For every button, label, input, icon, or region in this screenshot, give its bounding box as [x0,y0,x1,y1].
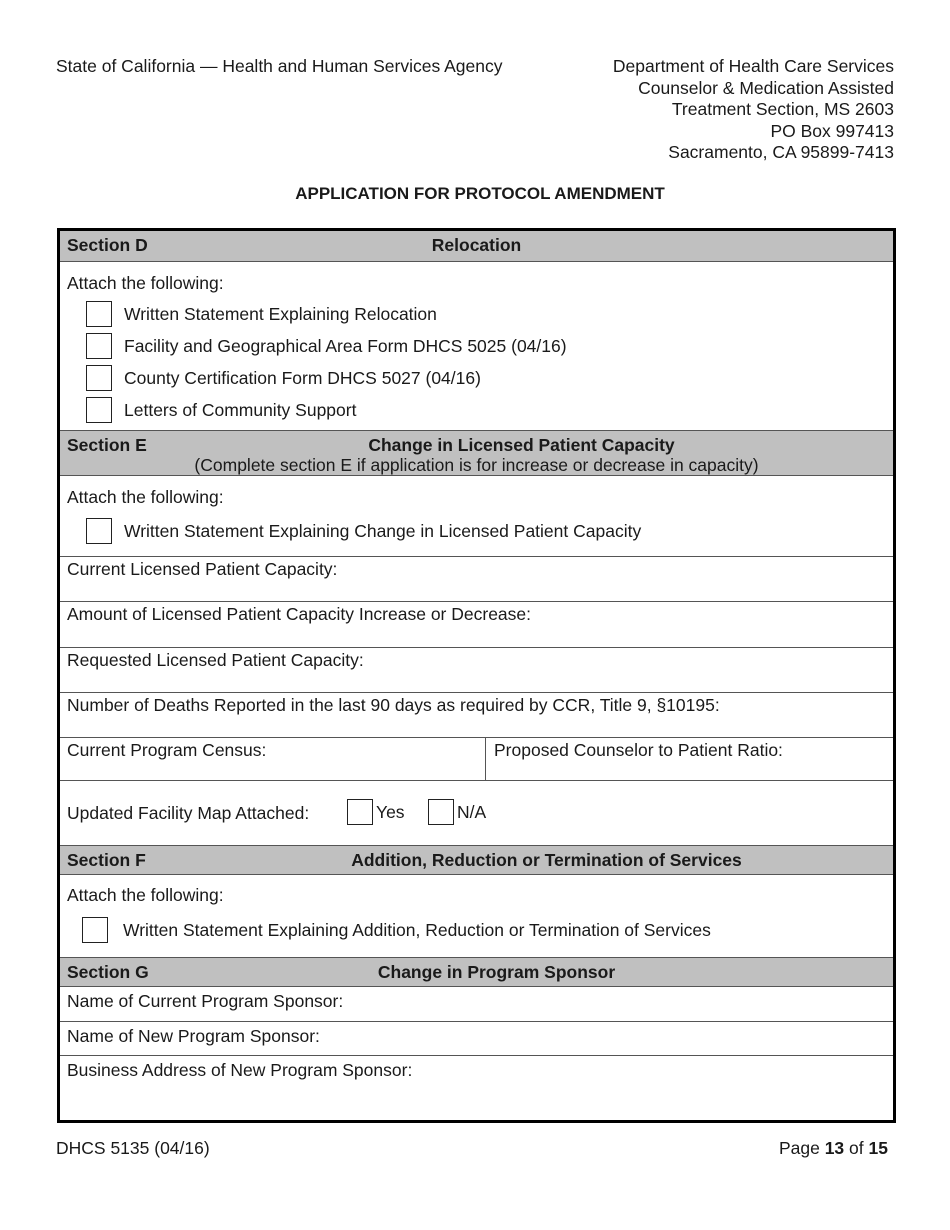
page-number: 13 [824,1138,845,1158]
column-divider [485,737,486,780]
capacity-change-field[interactable]: Amount of Licensed Patient Capacity Increase or Decrease: [67,604,531,624]
form-id: DHCS 5135 (04/16) [56,1138,210,1158]
services-statement-checkbox[interactable] [82,917,108,943]
section-e-item [86,518,641,544]
section-e-subtitle: (Complete section E if application is for increase or decrease in capacity) [194,455,759,475]
divider [60,737,893,738]
section-f-item [82,917,711,943]
section-e-label: Section E [67,435,147,455]
checkbox-label: Written Statement Explaining Change in Licensed Patient Capacity [124,520,642,541]
dept-line: Treatment Section, MS 2603 [671,99,894,119]
dept-line: Sacramento, CA 95899-7413 [668,142,894,162]
section-g-title: Change in Program Sponsor [377,962,616,982]
section-e-title: Change in Licensed Patient Capacity [368,435,675,455]
section-f-label: Section F [67,850,146,870]
divider [60,780,893,781]
checkbox-label: County Certification Form DHCS 5027 (04/16) [124,367,481,388]
form-title: APPLICATION FOR PROTOCOL AMENDMENT [295,184,665,203]
program-census-field[interactable]: Current Program Census: [67,740,267,760]
section-e-header [60,430,893,476]
current-capacity-field[interactable]: Current Licensed Patient Capacity: [67,559,338,579]
section-d-item [86,365,481,391]
dept-line: Counselor & Medication Assisted [638,77,894,98]
divider [60,1055,893,1056]
department-address [613,56,894,164]
section-f-header [60,845,893,875]
checkbox-label: Written Statement Explaining Addition, Reduction or Termination of Services [123,919,711,940]
agency-name: State of California — Health and Human Services Agency [56,56,503,76]
new-sponsor-field[interactable]: Name of New Program Sponsor: [67,1026,320,1046]
dept-line: Department of Health Care Services [612,56,894,76]
divider [60,647,893,648]
divider [60,1021,893,1022]
requested-capacity-field[interactable]: Requested Licensed Patient Capacity: [67,650,364,670]
dept-line: PO Box 997413 [770,120,894,141]
section-d-label: Section D [67,235,148,255]
divider [60,556,893,557]
capacity-statement-checkbox[interactable] [86,518,112,544]
page-indicator [779,1138,888,1159]
community-support-checkbox[interactable] [86,397,112,423]
map-na-checkbox[interactable] [428,799,454,825]
section-f-attach-label: Attach the following: [67,885,224,905]
facility-map-na [428,799,486,825]
county-certification-checkbox[interactable] [86,365,112,391]
na-label: N/A [457,801,487,822]
facility-map-label: Updated Facility Map Attached: [67,803,310,823]
deaths-reported-field[interactable]: Number of Deaths Reported in the last 90 days as required by CCR, Title 9, §10195: [67,695,720,715]
section-d-item [86,301,437,327]
of-word: of [849,1138,864,1158]
section-d-title: Relocation [431,235,522,255]
application-form [57,228,896,1123]
sponsor-address-field[interactable]: Business Address of New Program Sponsor: [67,1060,413,1080]
facility-map-yes [347,799,405,825]
checkbox-label: Facility and Geographical Area Form DHCS 5025 (04/16) [124,335,567,356]
map-yes-checkbox[interactable] [347,799,373,825]
page-word: Page [778,1138,820,1158]
section-d-header [60,231,893,262]
section-g-header [60,957,893,987]
section-g-label: Section G [67,962,149,982]
section-d-item [86,333,567,359]
checkbox-label: Written Statement Explaining Relocation [124,303,437,324]
section-e-attach-label: Attach the following: [67,487,224,507]
relocation-statement-checkbox[interactable] [86,301,112,327]
section-d-attach-label: Attach the following: [67,273,224,293]
section-f-title: Addition, Reduction or Termination of Services [351,850,742,870]
divider [60,692,893,693]
yes-label: Yes [376,801,405,822]
divider [60,601,893,602]
page-total: 15 [868,1138,888,1158]
checkbox-label: Letters of Community Support [124,399,357,420]
current-sponsor-field[interactable]: Name of Current Program Sponsor: [67,991,344,1011]
counselor-ratio-field[interactable]: Proposed Counselor to Patient Ratio: [494,740,783,760]
section-d-item [86,397,356,423]
facility-form-checkbox[interactable] [86,333,112,359]
